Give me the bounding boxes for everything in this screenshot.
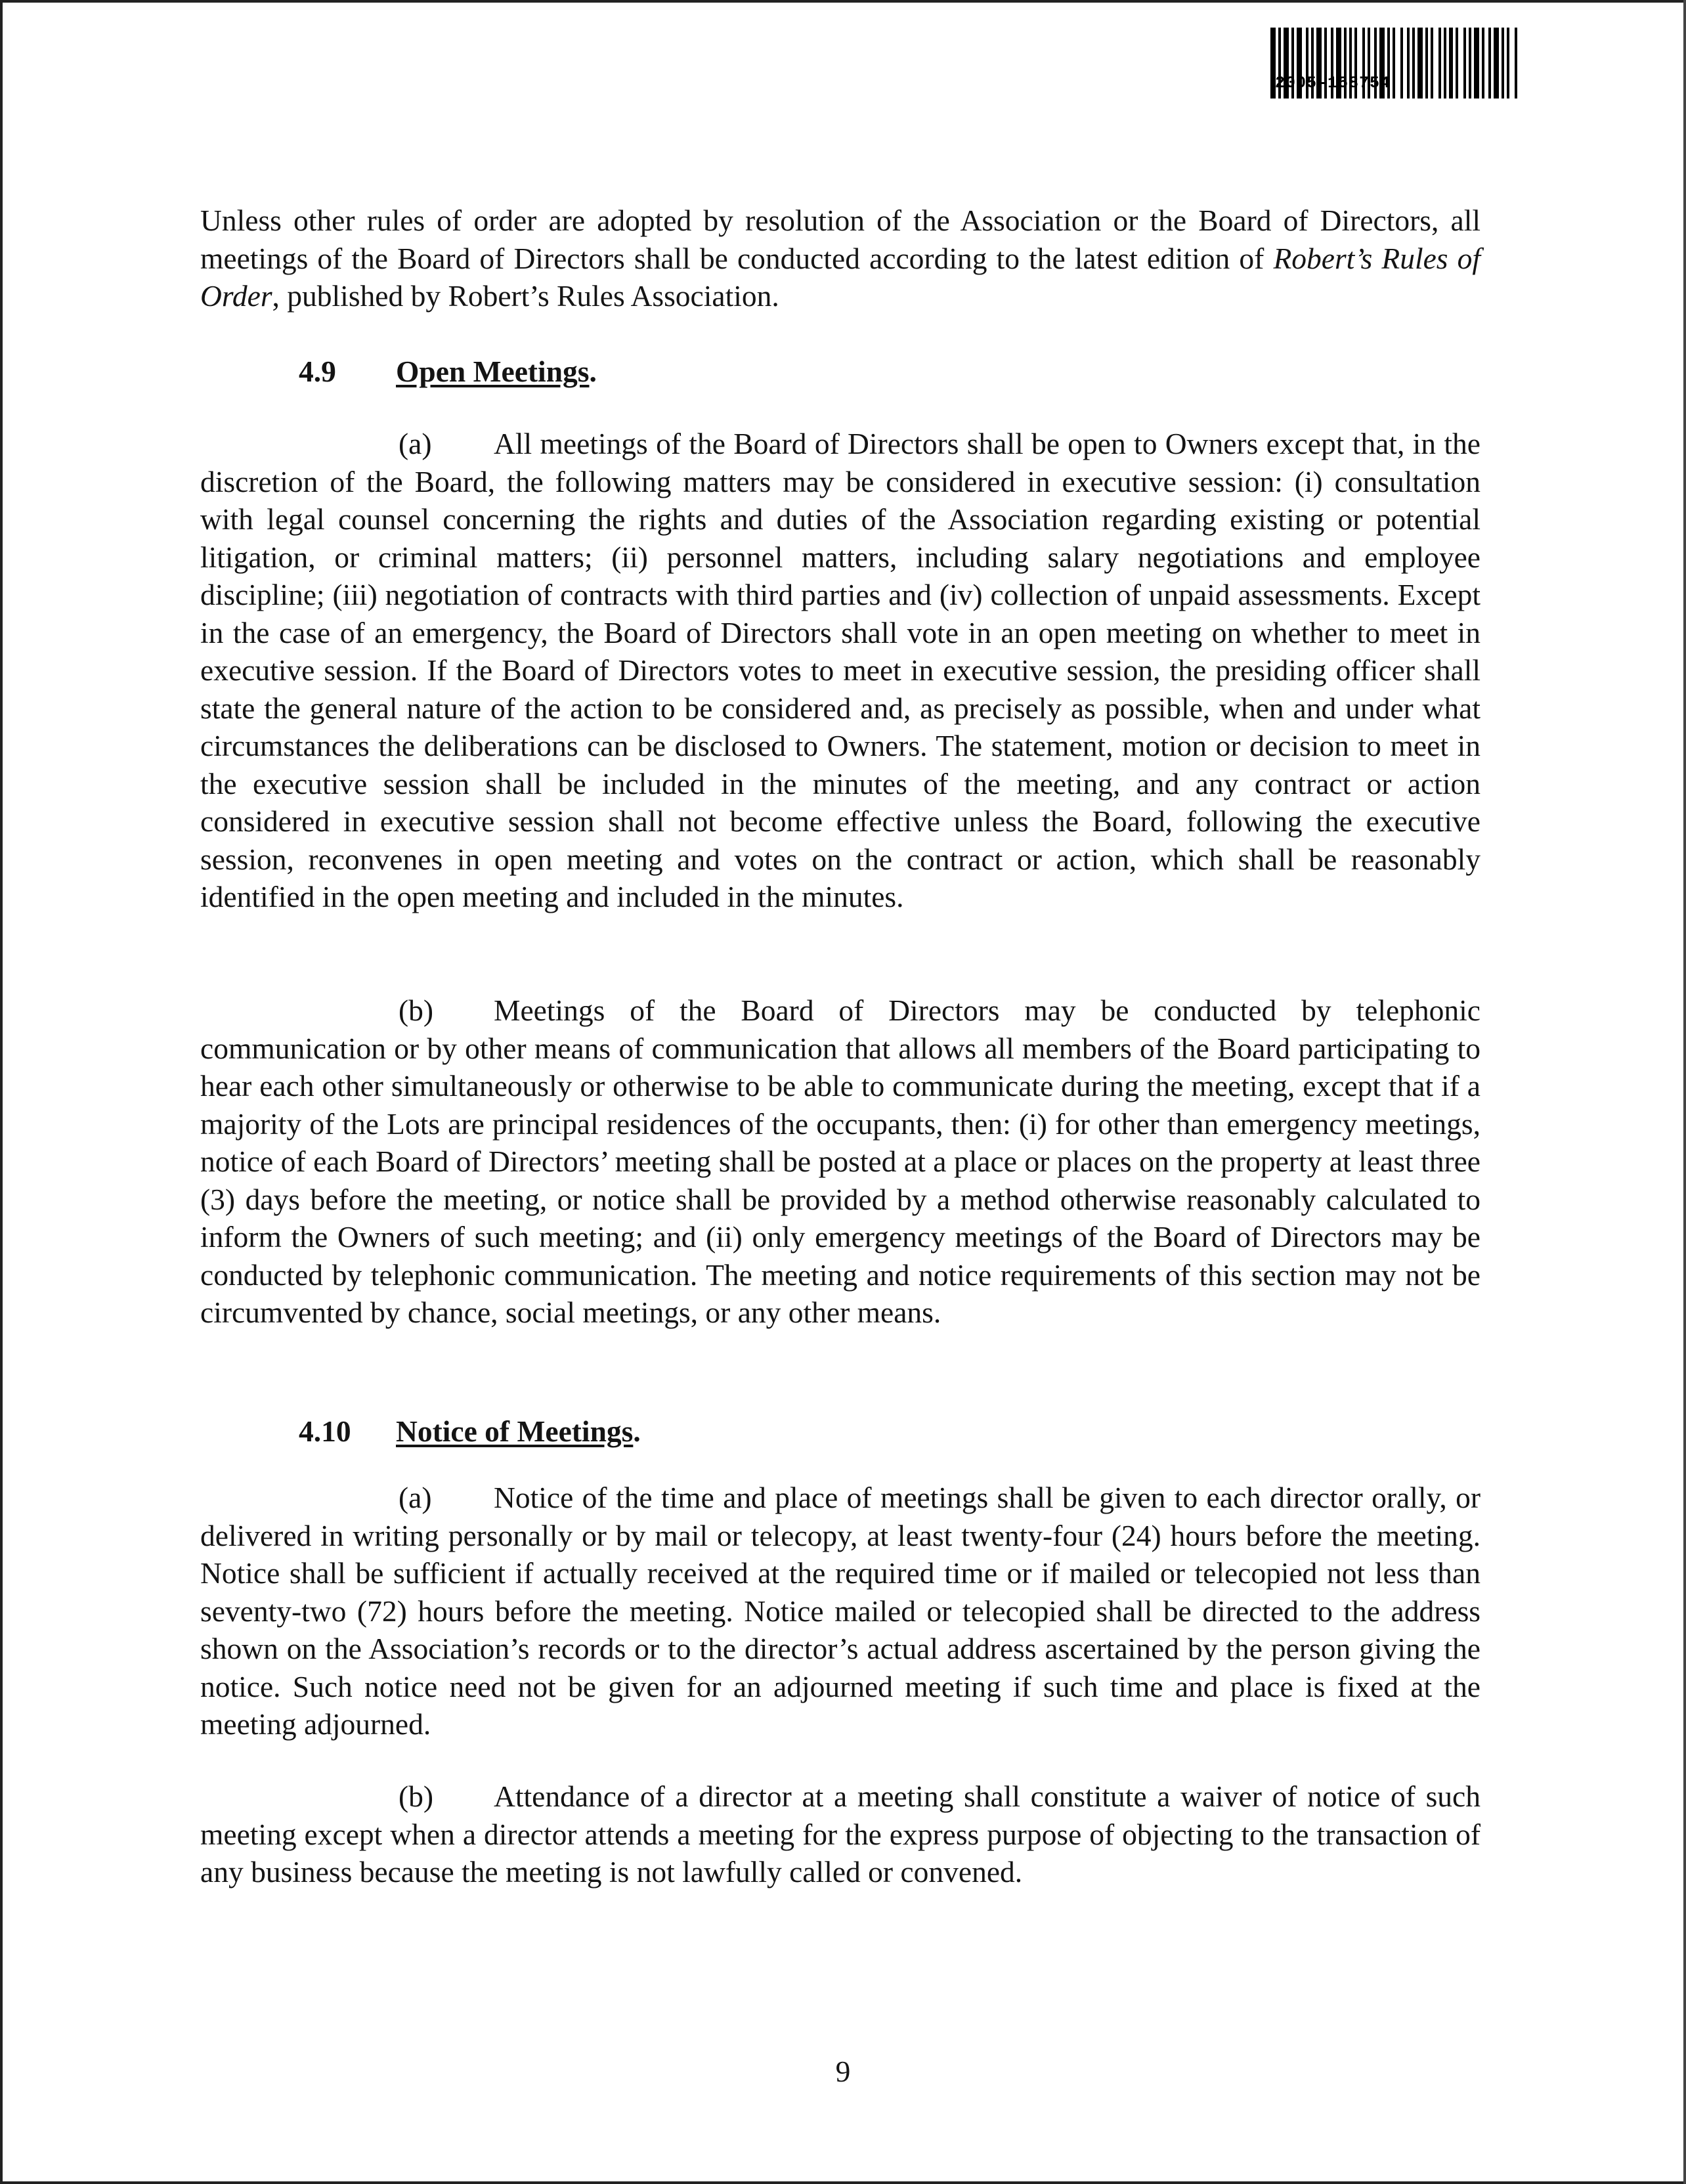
paragraph-text: All meetings of the Board of Directors shall be open to Owners except that, in the discretion of the Board, the following matters may be considered in executive session: (i) consultation with legal counsel concerning the rights and duties of the Association regarding existing or potential litigation, or criminal matters; (ii) personnel matters, including salary negotiations and employee discipline; (iii) negotiation of contracts with third parties and (iv) collection of unpaid assessments. Except in the case of an emergency, the Board of Directors shall vote in an open meeting on whether to meet in executive session. If the Board of Directors votes to meet in executive session, the presiding officer shall state the general nature of the action to be considered and, as precisely as possible, when and under what circumstances the deliberations can be disclosed to Owners. The statement, motion or decision to meet in the executive session shall be included in the minutes of the meeting, and any contract or action considered in executive session shall not become effective unless the Board, following the executive session, reconvenes in open meeting and votes on the contract or action, which shall be reasonably identified in the open meeting and included in the minutes. (200, 427, 1481, 913)
paragraph-marker: (b) (399, 994, 434, 1027)
section-title-punct: . (633, 1414, 641, 1448)
paragraph-text: Meetings of the Board of Directors may be conducted by telephonic communication or by other means of communication that allows all members of the Board participating to hear each other simultaneously or otherwise to be able to communicate during the meeting, except that if a majority of the Lots are principal residences of the occupants, then: (i) for other than emergency meetings, notice of each Board of Directors’ meeting shall be posted at a place or places on the property at least three (3) days before the meeting, or notice shall be provided by a method otherwise reasonably calculated to inform the Owners of such meeting; and (ii) only emergency meetings of the Board of Directors may be conducted by telephonic communication. The meeting and notice requirements of this section may not be circumvented by chance, social meetings, or any other means. (200, 994, 1481, 1329)
paragraph-text: Attendance of a director at a meeting shall constitute a waiver of notice of such meeting except when a director attends a meeting for the express purpose of objecting to the transaction of any business because the meeting is not lawfully called or convened. (200, 1780, 1481, 1889)
paragraph-4-10-b (200, 1778, 1481, 1891)
barcode-bar (1494, 28, 1499, 98)
barcode-space (1509, 28, 1515, 98)
paragraph-marker: (b) (399, 1780, 434, 1813)
paragraph-marker: (a) (399, 1481, 432, 1514)
section-number: 4.9 (299, 355, 336, 388)
recording-number: 2005-158754 (1275, 74, 1391, 93)
paragraph-text: Notice of the time and place of meetings shall be given to each director orally, or delivered in writing personally or by mail or telecopy, at least twenty-four (24) hours before the meeting. Notice shall be sufficient if actually received at the required time or if mailed or telecopied not less than seventy-two (72) hours before the meeting. Notice mailed or telecopied shall be directed to the address shown on the Association’s records or to the director’s actual address ascertained by the person giving the notice. Such notice need not be given for an adjourned meeting if such time and place is fixed at the meeting adjourned. (200, 1481, 1481, 1741)
page-border-left (0, 0, 3, 2184)
barcode-space (1433, 28, 1438, 98)
barcode-space (1517, 28, 1520, 98)
section-title: Notice of Meetings (396, 1414, 634, 1448)
barcode-bar (1474, 28, 1479, 98)
page-border-top (0, 0, 1686, 3)
intro-paragraph (200, 202, 1481, 315)
paragraph-4-10-a (200, 1479, 1481, 1743)
intro-text-after: , published by Robert’s Rules Association. (272, 279, 779, 313)
section-title: Open Meetings (396, 355, 590, 388)
section-number: 4.10 (299, 1414, 351, 1448)
paragraph-4-9-b (200, 992, 1481, 1332)
section-heading-4-9 (299, 353, 597, 391)
intro-italic-title: Robert’s Rules of Order (200, 241, 1481, 313)
section-heading-4-10 (299, 1412, 641, 1451)
barcode-space (1395, 28, 1400, 98)
barcode-bar (1417, 28, 1423, 98)
intro-text-before: Unless other rules of order are adopted by resolution of the Association or the Board of Directors, all meetings of the Board of Directors shall be conducted according to the latest edition of (200, 204, 1481, 275)
paragraph-4-9-a (200, 425, 1481, 916)
page-number: 9 (835, 2055, 851, 2088)
page-border-bottom (0, 2181, 1686, 2184)
barcode-space (1458, 28, 1463, 98)
section-title-punct: . (589, 355, 597, 388)
page-border-right (1683, 0, 1686, 2184)
paragraph-marker: (a) (399, 427, 432, 460)
